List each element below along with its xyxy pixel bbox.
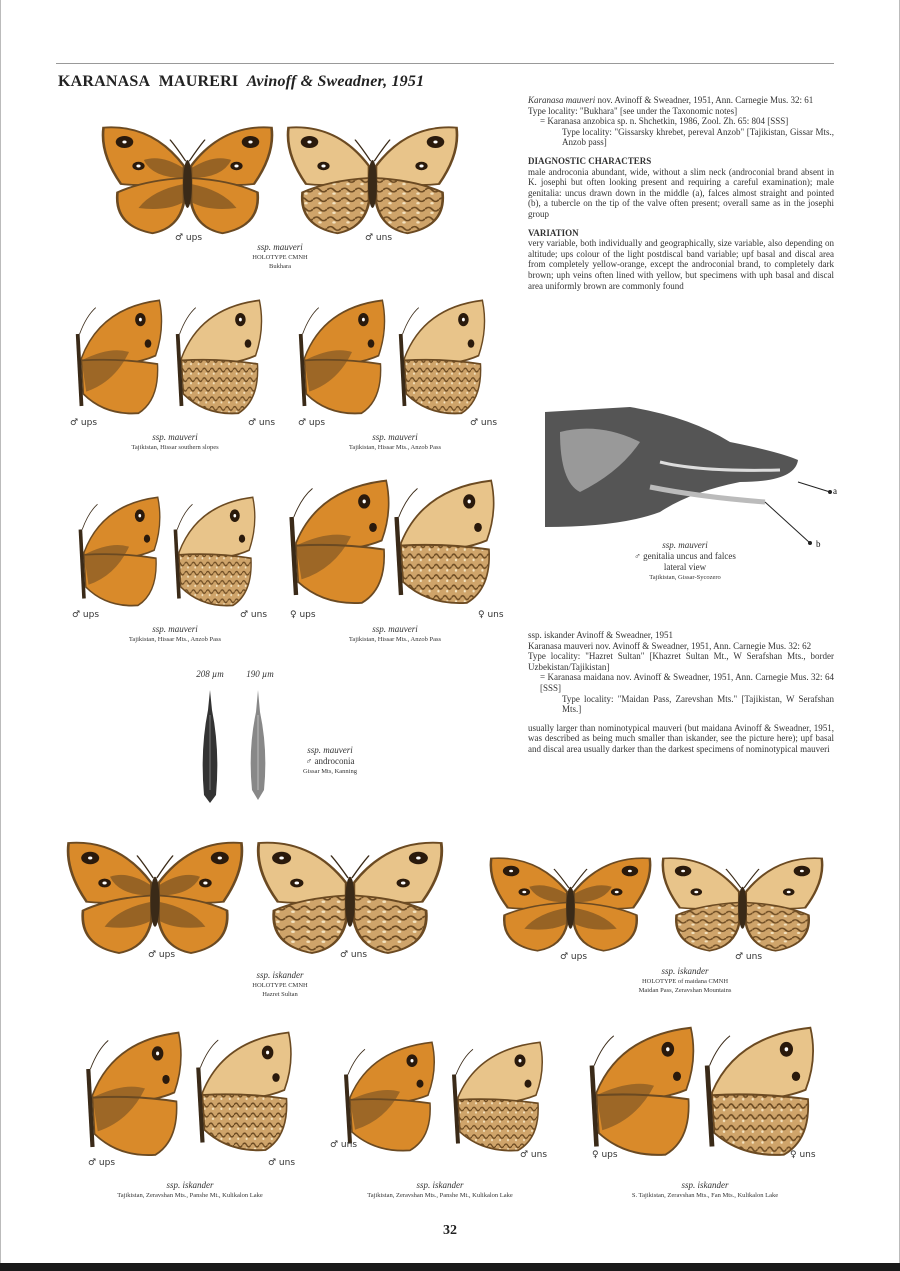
- caption-row2b: ssp. mauveri Tajikistan, Hissar Mts., Anzob Pass: [348, 432, 442, 451]
- butterfly-row2a-uns: [172, 298, 267, 418]
- sex-label-row2b-1: ♂ uns: [470, 418, 498, 428]
- caption-row4a: ssp. iskander HOLOTYPE CMNH Hazret Sultan: [252, 970, 308, 998]
- iskander-synonym-2: = Karanasa maidana nov. Avinoff & Sweadner, 1951, Ann. Carnegie Mus. 32: 64 [SSS]: [540, 672, 834, 693]
- androconia-scale-2: [246, 690, 270, 805]
- androconia-size-2: 190 µm: [246, 669, 274, 679]
- caption-row4b: ssp. iskander HOLOTYPE of maidana CMNH Maidan Pass, Zeravshan Mountains: [638, 966, 732, 994]
- sex-label-row4b-1: ♂ uns: [735, 952, 763, 962]
- butterfly-row4b-ups: [488, 850, 653, 955]
- butterfly-row5c-ups: [585, 1025, 700, 1160]
- butterfly-row3b-ups: [285, 478, 395, 608]
- page-number: 32: [443, 1223, 457, 1238]
- butterfly-row3b-uns: [390, 478, 500, 608]
- caption-row5c: ssp. iskander S. Tajikistan, Zeravshan Mts., Fan Mts., Kulikalon Lake: [631, 1180, 779, 1199]
- synonym-2-type-locality: Type locality: "Gissarsky khrebet, pereval Anzob" [Tajikistan, Gissar Mts., Anzob pass]: [562, 126, 834, 148]
- sex-label-row4a-0: ♂ ups: [148, 950, 176, 960]
- iskander-type-locality-2: Type locality: "Maidan Pass, Zarevshan Mts." [Tajikistan, W Serafshan Mts.]: [562, 693, 834, 715]
- iskander-type-locality-1: Type locality: "Hazret Sultan" [Khazret Sultan Mt., W Serafshan Mts., border Uzbekistan/Tajikistan]: [528, 651, 834, 672]
- synonym-2: = Karanasa anzobica sp. n. Shchetkin, 1986, Zool. Zh. 65: 804 [SSS]: [540, 116, 789, 127]
- butterfly-row3a-ups: [75, 495, 165, 610]
- sex-label-row5b-1: ♂ uns: [520, 1150, 548, 1160]
- sex-label-row3a-1: ♂ uns: [240, 610, 268, 620]
- butterfly-row5a-uns: [192, 1030, 297, 1155]
- sex-label-row2b-0: ♂ ups: [298, 418, 326, 428]
- butterfly-row2b-ups: [295, 298, 390, 418]
- iskander-heading: ssp. iskander Avinoff & Sweadner, 1951: [528, 630, 674, 640]
- variation-heading: VARIATION: [528, 227, 579, 238]
- butterfly-row5b-ups: [340, 1040, 440, 1155]
- sex-label-row5c-1: ♀ uns: [790, 1150, 816, 1160]
- butterfly-row5a-ups: [82, 1030, 187, 1160]
- butterfly-row4a-ups: [65, 833, 245, 958]
- caption-row3b: ssp. mauveri Tajikistan, Hissar Mts., Anzob Pass: [348, 624, 442, 643]
- butterfly-row3a-uns: [170, 495, 260, 610]
- butterfly-row1-uns: [285, 118, 460, 238]
- text-column-bottom: [528, 630, 834, 755]
- synonym-1: Karanasa mauveri nov. Avinoff & Sweadner, 1951, Ann. Carnegie Mus. 32: 61: [528, 95, 814, 105]
- butterfly-row1-ups: [100, 118, 275, 238]
- sex-label-row3a-0: ♂ ups: [72, 610, 100, 620]
- sex-label-row4a-1: ♂ uns: [340, 950, 368, 960]
- butterfly-row2a-ups: [72, 298, 167, 418]
- sex-label-row3b-1: ♀ uns: [478, 610, 504, 620]
- androconia-scale-1: [198, 690, 222, 805]
- butterfly-row4b-uns: [660, 850, 825, 955]
- genitalia-marker-b: b: [816, 539, 821, 549]
- page-title: KARANASA MAURERI Avinoff & Sweadner, 1951: [58, 73, 425, 90]
- genitalia-marker-a: a: [833, 486, 837, 496]
- androconia-size-1: 208 µm: [196, 669, 224, 679]
- diagnostic-heading: DIAGNOSTIC CHARACTERS: [528, 155, 652, 166]
- bottom-band: [0, 1263, 900, 1271]
- variation-text: very variable, both individually and geographically, size variable, also depending on altitude; ups colour of the light postdiscal band variable; upf basal and discal area from completely yellow-orange, except the androconial brand, to completely dark brown; uph veins often lined with yellow, but specimens with uph basal and discal area uniformly brown are commonly found: [528, 238, 834, 291]
- sex-label-row5b-0: ♂ uns: [330, 1140, 358, 1150]
- sex-label-row2a-1: ♂ uns: [248, 418, 276, 428]
- caption-row5a: ssp. iskander Tajikistan, Zeravshan Mts., Panshe Mt., Kulikalon Lake: [117, 1180, 263, 1199]
- caption-row3a: ssp. mauveri Tajikistan, Hissar Mts., Anzob Pass: [128, 624, 222, 643]
- androconia-caption: ssp. mauveri ♂ androconia Gissar Mts, Kanning: [303, 745, 357, 775]
- butterfly-row2b-uns: [395, 298, 490, 418]
- sex-label-row4b-0: ♂ ups: [560, 952, 588, 962]
- iskander-synonym-1: Karanasa mauveri nov. Avinoff & Sweadner, 1951, Ann. Carnegie Mus. 32: 62: [528, 640, 812, 651]
- genitalia-caption: ssp. mauveri ♂ genitalia uncus and falces lateral view Tajikistan, Gissar-Sycozero: [634, 540, 736, 581]
- sex-label-row1-1: ♂ uns: [365, 233, 393, 243]
- top-rule: [56, 63, 834, 64]
- sex-label-row5c-0: ♀ ups: [592, 1150, 618, 1160]
- sex-label-row3b-0: ♀ ups: [290, 610, 316, 620]
- genitalia-drawing: [540, 402, 840, 552]
- sex-label-row1-0: ♂ ups: [175, 233, 203, 243]
- butterfly-row5b-uns: [448, 1040, 548, 1155]
- sex-label-row2a-0: ♂ ups: [70, 418, 98, 428]
- text-column-top: [528, 95, 834, 291]
- sex-label-row5a-1: ♂ uns: [268, 1158, 296, 1168]
- iskander-description: usually larger than nominotypical mauveri (but maidana Avinoff & Sweadner, 1951, was described as being much smaller than iskander, see the picture here); upf basal and discal area usually darker than the darkest specimens of nominotypical mauveri: [528, 722, 834, 754]
- caption-row2a: ssp. mauveri Tajikistan, Hissar southern slopes: [131, 432, 219, 451]
- caption-row1: ssp. mauveri HOLOTYPE CMNH Bukhara: [252, 242, 308, 270]
- caption-row5b: ssp. iskander Tajikistan, Zeravshan Mts., Panshe Mt., Kulikalon Lake: [367, 1180, 513, 1199]
- synonym-1-type-locality: Type locality: "Bukhara" [see under the Taxonomic notes]: [528, 105, 738, 116]
- butterfly-row4a-uns: [255, 833, 445, 958]
- sex-label-row5a-0: ♂ ups: [88, 1158, 116, 1168]
- diagnostic-text: male androconia abundant, wide, without a slim neck (androconial brand absent in K. josephi but often looking present and requiring a careful examination); male genitalia: uncus drawn down in the middle (a), falces almost straight and pointed (b), a tubercle on the tip of the valve often present; overall same as in the josephi group: [528, 166, 834, 219]
- butterfly-row5c-uns: [700, 1025, 820, 1160]
